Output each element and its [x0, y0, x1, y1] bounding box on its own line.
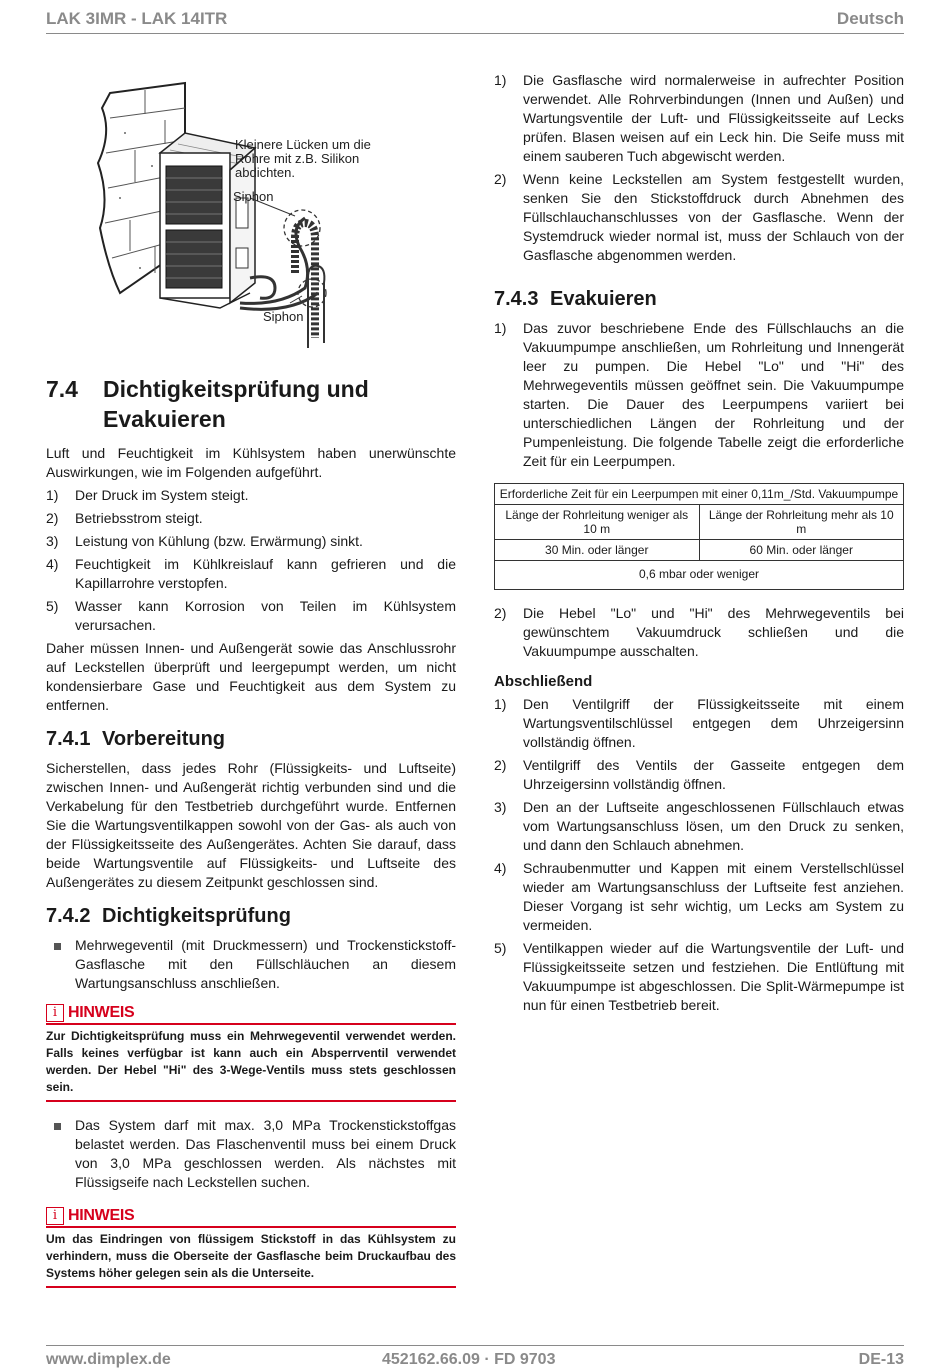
item-text: Betriebsstrom steigt.: [75, 510, 203, 526]
item-text: Ventilgriff des Ventils der Gasseite entgegen dem Uhrzeigersinn vollständig öffnen.: [523, 757, 904, 792]
language-label: Deutsch: [836, 9, 904, 28]
section-heading-7-4-3: [494, 287, 904, 311]
table-header-cell: Länge der Rohrleitung weniger als 10 m: [495, 505, 700, 540]
list-item: [494, 604, 904, 661]
bullet-square-icon: [46, 1116, 75, 1192]
note-title: HINWEIS: [68, 1004, 135, 1021]
bullet-square-icon: [46, 936, 75, 993]
note-title: HINWEIS: [68, 1207, 135, 1224]
bullet-item: [46, 936, 456, 993]
item-text: Die Gasflasche wird normalerweise in aufrechter Position verwendet. Alle Rohrverbindungen (Innen und Außen) und Wartungsventile der Luft- und Flüssigkeitsseite auf Lecks prüfen. Blasen weisen auf ein Leck hin. Die Seife muss mit einem sauberen Tuch abgewischt werden.: [523, 72, 904, 164]
info-icon: i: [46, 1004, 64, 1022]
item-text: Schraubenmutter und Kappen mit einem Verstellschlüssel wieder am Wartungsanschluss der Luftseite fest anziehen. Dieser Vorgang ist sehr wichtig, um Lecks am System zu vermeiden.: [523, 860, 904, 933]
section-title: Vorbereitung: [102, 728, 226, 750]
item-text: Wasser kann Korrosion von Teilen im Kühlsystem verursachen.: [75, 598, 456, 633]
section-title: Evakuieren: [550, 288, 657, 310]
item-number: 2): [494, 757, 507, 773]
info-icon: i: [46, 1207, 64, 1225]
note-box: [46, 1206, 456, 1288]
item-number: 2): [494, 171, 507, 187]
section-heading-7-4-2: [46, 904, 456, 928]
item-number: 1): [46, 487, 59, 503]
list-item: [494, 319, 904, 471]
item-text: Der Druck im System steigt.: [75, 487, 249, 503]
final-heading: Abschließend: [494, 673, 593, 690]
list-item: [494, 859, 904, 935]
section-heading-7-4-1: [46, 727, 456, 751]
left-column: [46, 374, 456, 1302]
item-text: Das System darf mit max. 3,0 MPa Trockenstickstoffgas belastet werden. Das Flaschenventil muss bei einem Druck von 3,0 MPa geschlossen werden. Als nächstes mit Flüssigseife nach Leckstellen suchen.: [75, 1117, 456, 1190]
item-number: 3): [494, 799, 507, 815]
list-item: [494, 756, 904, 794]
note-text: Zur Dichtigkeitsprüfung muss ein Mehrwegeventil verwendet werden. Falls keines verfügbar ist kann auch ein Absperrventil verwendet werden. Der Hebel "Hi" des 3-Wege-Ventils muss stets geschlossen sein.: [46, 1029, 456, 1094]
item-number: 1): [494, 72, 507, 88]
list-item: [46, 509, 456, 528]
evacuation-time-table: [494, 483, 904, 590]
right-column: [494, 71, 904, 1019]
item-text: Ventilkappen wieder auf die Wartungsventile der Luft- und Flüssigkeitsseite setzen und festziehen. Die Entlüftung mit Vakuumpumpe ist abgeschlossen. Die Split-Wärmepumpe ist nun für einen Testbetrieb bereit.: [523, 940, 904, 1013]
list-item: [494, 71, 904, 166]
item-number: 2): [46, 510, 59, 526]
section-number: 7.4.1: [46, 728, 91, 750]
list-item: [46, 532, 456, 551]
website-link[interactable]: www.dimplex.de: [46, 1351, 171, 1368]
caption-siphon-bottom: Siphon: [263, 309, 304, 324]
note-header: [46, 1003, 456, 1025]
preparation-paragraph: Sicherstellen, dass jedes Rohr (Flüssigkeits- und Luftseite) zwischen Innen- und Außengerät richtig verbunden sind und die Verkabelung für den Testbetrieb durchgeführt wurde. Entfernen Sie die Wartungsventilkappen sowohl von der Gas- als auch von der Flüssigkeitsseite des Außengerätes. Achten Sie darauf, dass beide Wartungsventile auf Flüssigkeits- und Luftseite des Außengerätes zu diesem Zeitpunkt geschlossen sind.: [46, 760, 456, 890]
page-number: DE-13: [858, 1351, 904, 1368]
section-title: Dichtigkeitsprüfung: [102, 905, 291, 927]
item-number: 1): [494, 320, 507, 336]
section-title: Dichtigkeitsprüfung und Evakuieren: [103, 376, 369, 432]
installation-illustration: [90, 78, 450, 368]
table-footer-cell: 0,6 mbar oder weniger: [495, 561, 904, 590]
note-header: [46, 1206, 456, 1228]
item-number: 1): [494, 696, 507, 712]
conclusion-paragraph: Daher müssen Innen- und Außengerät sowie das Anschlussrohr auf Leckstellen überprüft und leergepumpt werden, um nicht kondensierbare Gase und Feuchtigkeit aus dem System zu entfernen.: [46, 640, 456, 713]
item-number: 3): [46, 533, 59, 549]
document-number: 452162.66.09 · FD 9703: [382, 1351, 556, 1368]
table-caption: Erforderliche Zeit für ein Leerpumpen mit einer 0,11m_/Std. Vakuumpumpe: [495, 484, 904, 505]
item-text: Den Ventilgriff der Flüssigkeitsseite mit einem Wartungsventilschlüssel entgegen dem Uhrzeigersinn vollständig öffnen.: [523, 696, 904, 750]
item-number: 4): [46, 556, 59, 572]
effects-list: [46, 486, 456, 635]
list-item: [494, 695, 904, 752]
page-footer: [46, 1345, 904, 1370]
item-text: Mehrwegeventil (mit Druckmessern) und Trockenstickstoff-Gasflasche mit den Füllschläuchen an diesem Wartungsanschluss anschließen.: [75, 937, 456, 991]
note-box: [46, 1003, 456, 1102]
list-item: [46, 555, 456, 593]
item-number: 2): [494, 605, 507, 621]
table-header-cell: Länge der Rohrleitung mehr als 10 m: [699, 505, 904, 540]
outdoor-unit-drawing: [90, 78, 450, 368]
section-number: 7.4: [46, 376, 78, 402]
item-number: 4): [494, 860, 507, 876]
bullet-item: [46, 1116, 456, 1192]
item-text: Die Hebel "Lo" und "Hi" des Mehrwegeventils bei gewünschtem Vakuumdruck schließen und die Vakuumpumpe ausschalten.: [523, 605, 904, 659]
page-header: [46, 6, 904, 34]
table-cell: 30 Min. oder länger: [495, 540, 700, 561]
item-text: Den an der Luftseite angeschlossenen Füllschlauch etwas vom Wartungsanschluss lösen, um den Druck zu senken, und dann den Schlauch abnehmen.: [523, 799, 904, 853]
intro-paragraph: Luft und Feuchtigkeit im Kühlsystem haben unerwünschte Auswirkungen, wie im Folgenden aufgeführt.: [46, 445, 456, 480]
table-cell: 60 Min. oder länger: [699, 540, 904, 561]
list-item: [494, 798, 904, 855]
list-item: [46, 597, 456, 635]
list-item: [46, 486, 456, 505]
section-heading-7-4: [46, 374, 456, 434]
item-text: Das zuvor beschriebene Ende des Füllschlauchs an die Vakuumpumpe anschließen, um Rohrleitung und Innengerät leer zu pumpen. Die Hebel "Lo" und "Hi" des Mehrwegeventils müssen geöffnet sein. Die Vakuumpumpe starten. Die Dauer des Leerpumpens variiert bei unterschiedlichen Längen der Rohrleitung und der Pumpenleistung. Die folgende Tabelle zeigt die erforderliche Zeit für ein Leerpumpen.: [523, 320, 904, 469]
note-text: Um das Eindringen von flüssigem Stickstoff in das Kühlsystem zu verhindern, muss die Oberseite der Gasflasche beim Druckaufbau des Systems höher gelegen sein als die Unterseite.: [46, 1232, 456, 1280]
section-number: 7.4.3: [494, 288, 539, 310]
list-item: [494, 170, 904, 265]
caption-siphon-top: Siphon: [233, 189, 274, 204]
item-number: 5): [46, 598, 59, 614]
list-item: [494, 939, 904, 1015]
item-number: 5): [494, 940, 507, 956]
model-title: LAK 3IMR - LAK 14ITR: [46, 9, 228, 28]
caption-seal-gaps: Kleinere Lücken um die Rohre mit z.B. Silikon abdichten.: [235, 137, 371, 180]
item-text: Leistung von Kühlung (bzw. Erwärmung) sinkt.: [75, 533, 363, 549]
item-text: Wenn keine Leckstellen am System festgestellt wurden, senken Sie den Stickstoffdruck durch Abnehmen des Füllschlauchanschlusses von der Gasflasche. Wenn der Systemdruck wieder normal ist, muss der Schlauch von der Gasflasche abgenommen werden.: [523, 171, 904, 263]
section-number: 7.4.2: [46, 905, 91, 927]
item-text: Feuchtigkeit im Kühlkreislauf kann gefrieren und die Kapillarrohre verstopfen.: [75, 556, 456, 591]
